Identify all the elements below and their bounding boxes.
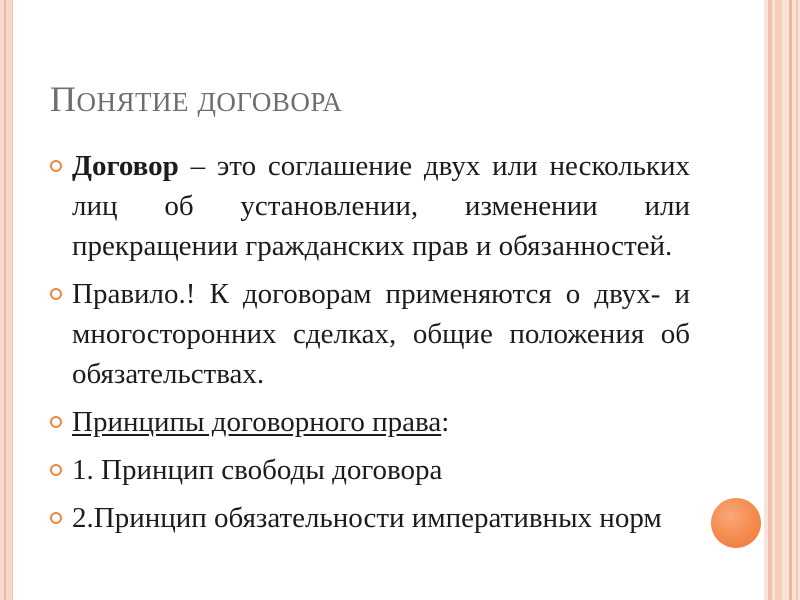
right-stripe bbox=[789, 0, 792, 600]
list-item-rule bbox=[50, 274, 690, 394]
principle-1-text: 1. Принцип свободы договора bbox=[72, 454, 443, 486]
principle-2-text: 2.Принцип обязательности императивных норм bbox=[72, 502, 662, 534]
bullet-ring-icon bbox=[50, 416, 62, 428]
list-item-principle-1 bbox=[50, 450, 690, 490]
list-item-principle-2 bbox=[50, 498, 690, 538]
definition-term: Договор bbox=[72, 150, 179, 182]
left-decorative-border bbox=[0, 0, 13, 600]
rule-text: Правило.! К договорам применяются о двух- и многосторонних сделках, общие положения об обязательствах. bbox=[72, 278, 690, 390]
right-stripe bbox=[796, 0, 798, 600]
list-item-definition bbox=[50, 146, 690, 266]
bullet-ring-icon bbox=[50, 512, 62, 524]
decorative-orange-circle bbox=[711, 498, 761, 548]
left-border-line bbox=[4, 0, 6, 600]
definition-text: – это соглашение двух или нескольких лиц об установлении, изменении или прекращении гражданских прав и обязанностей. bbox=[72, 150, 690, 262]
list-item-principles-heading bbox=[50, 402, 690, 442]
bullet-ring-icon bbox=[50, 464, 62, 476]
principles-heading: Принципы договорного права bbox=[72, 406, 442, 438]
slide-title: ПОНЯТИЕ ДОГОВОРА bbox=[50, 79, 343, 119]
right-stripe bbox=[768, 0, 772, 600]
bullet-list bbox=[50, 146, 690, 546]
principles-colon: : bbox=[441, 406, 450, 438]
bullet-ring-icon bbox=[50, 288, 62, 300]
bullet-ring-icon bbox=[50, 160, 62, 172]
right-stripe bbox=[775, 0, 782, 600]
right-decorative-border bbox=[764, 0, 800, 600]
